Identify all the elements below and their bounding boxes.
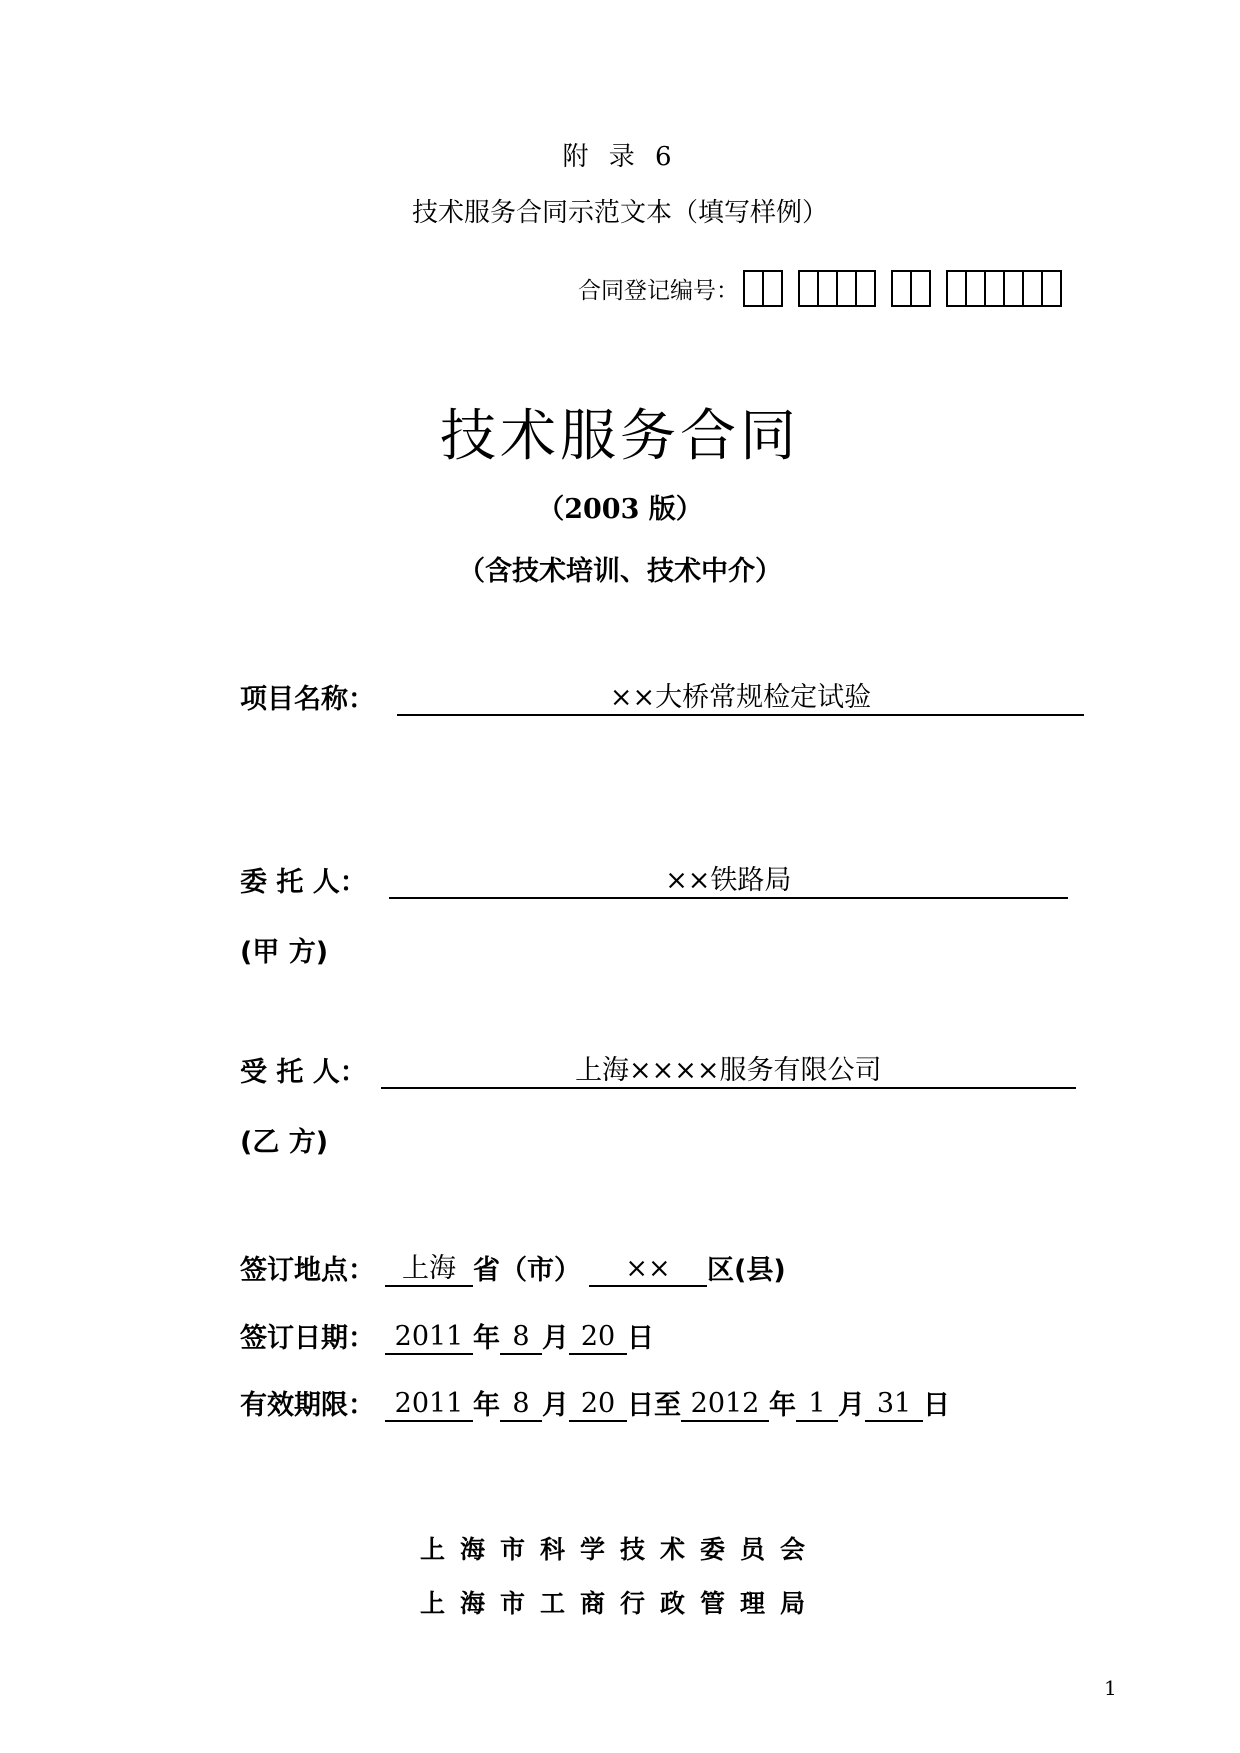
province-suffix: 省（市）	[473, 1255, 581, 1286]
registration-digit-box[interactable]	[743, 270, 764, 307]
year-unit: 年	[473, 1390, 500, 1421]
month-unit: 月	[542, 1390, 569, 1421]
validity-label: 有效期限：	[240, 1390, 375, 1421]
registration-box-group	[745, 270, 783, 307]
month-unit: 月	[838, 1390, 865, 1421]
registration-box-group	[948, 270, 1062, 307]
to-year[interactable]: 2012	[681, 1388, 769, 1422]
issuer-1: 上海市科学技术委员会	[419, 1535, 820, 1564]
registration-digit-box[interactable]	[1003, 270, 1024, 307]
signing-date-row	[240, 1316, 654, 1355]
project-name-row	[240, 677, 1084, 716]
registration-digit-box[interactable]	[762, 270, 783, 307]
month-unit: 月	[542, 1323, 569, 1354]
registration-digit-box[interactable]	[1041, 270, 1062, 307]
validity-row	[240, 1383, 950, 1422]
party-b-label: (乙 方)	[240, 1127, 329, 1158]
page-number: 1	[1104, 1676, 1117, 1700]
registration-label: 合同登记编号：	[578, 278, 739, 304]
registration-box-group	[800, 270, 876, 307]
version-label: （2003 版）	[537, 494, 703, 525]
year-unit: 年	[769, 1390, 796, 1421]
party-a-label: (甲 方)	[240, 937, 329, 968]
year-unit: 年	[473, 1323, 500, 1354]
day-unit: 日	[627, 1323, 654, 1354]
district-value[interactable]: ××	[589, 1253, 707, 1287]
to-label: 日至	[627, 1390, 681, 1421]
registration-box-group	[893, 270, 931, 307]
trustee-label: 受 托 人：	[240, 1057, 367, 1088]
registration-digit-box[interactable]	[817, 270, 838, 307]
registration-digit-box[interactable]	[946, 270, 967, 307]
registration-digit-box[interactable]	[984, 270, 1005, 307]
client-value[interactable]: ××铁路局	[389, 865, 1068, 899]
registration-digit-box[interactable]	[965, 270, 986, 307]
signing-date-label: 签订日期：	[240, 1323, 375, 1354]
from-day[interactable]: 20	[569, 1388, 627, 1422]
registration-boxes	[745, 270, 1079, 307]
signing-place-label: 签订地点：	[240, 1255, 375, 1286]
province-value[interactable]: 上海	[385, 1253, 473, 1287]
registration-digit-box[interactable]	[891, 270, 912, 307]
to-day[interactable]: 31	[865, 1388, 923, 1422]
registration-number	[578, 270, 1079, 307]
registration-digit-box[interactable]	[855, 270, 876, 307]
project-name-label: 项目名称：	[240, 684, 375, 715]
signing-place-row	[240, 1248, 786, 1287]
document-subtitle: 技术服务合同示范文本（填写样例）	[411, 198, 828, 228]
to-month[interactable]: 1	[796, 1388, 838, 1422]
issuer-2: 上海市工商行政管理局	[419, 1589, 820, 1618]
registration-digit-box[interactable]	[798, 270, 819, 307]
day-unit: 日	[923, 1390, 950, 1421]
signing-day[interactable]: 20	[569, 1321, 627, 1355]
signing-year[interactable]: 2011	[385, 1321, 473, 1355]
from-year[interactable]: 2011	[385, 1388, 473, 1422]
scope-label: （含技术培训、技术中介）	[458, 556, 782, 587]
client-row	[240, 860, 1068, 899]
signing-month[interactable]: 8	[500, 1321, 542, 1355]
district-suffix: 区(县)	[707, 1255, 786, 1286]
from-month[interactable]: 8	[500, 1388, 542, 1422]
registration-digit-box[interactable]	[836, 270, 857, 307]
trustee-row	[240, 1050, 1076, 1089]
contract-title: 技术服务合同	[440, 404, 800, 469]
appendix-label: 附 录 6	[562, 142, 678, 172]
registration-digit-box[interactable]	[1022, 270, 1043, 307]
client-label: 委 托 人：	[240, 867, 367, 898]
project-name-value[interactable]: ××大桥常规检定试验	[397, 682, 1084, 716]
registration-digit-box[interactable]	[910, 270, 931, 307]
trustee-value[interactable]: 上海××××服务有限公司	[381, 1055, 1076, 1089]
